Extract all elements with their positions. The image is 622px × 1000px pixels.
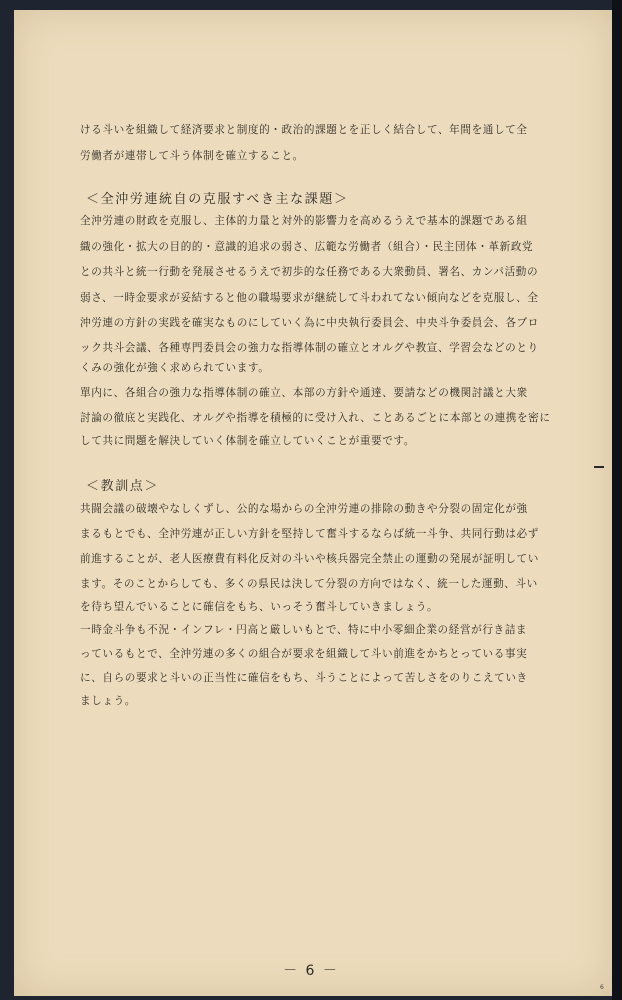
text-line: 労働者が連帯して斗う体制を確立すること。 <box>80 150 304 162</box>
text-line: くみの強化が強く求められています。 <box>80 362 270 374</box>
text-line: 前進することが、老人医療費有料化反対の斗いや核兵器完全禁止の運動の発展が証明してい <box>80 553 539 565</box>
text-line: ック共斗会議、各種専門委員会の強力な指導体制の確立とオルグや教宣、学習会などのとり <box>80 342 539 354</box>
text-line: っているもとで、全沖労連の多くの組合が要求を組織して斗い前進をかちとっている事実 <box>80 648 528 660</box>
text-line: 弱さ、一時金要求が妥結すると他の職場要求が継続して斗われてない傾向などを克服し、全 <box>80 292 539 304</box>
text-line: 一時金斗争も不況・インフレ・円高と厳しいもとで、特に中小零細企業の経営が行き詰ま <box>80 624 528 636</box>
text-line: 單内に、各組合の強力な指導体制の確立、本部の方針や通達、要請などの機関討議と大衆 <box>80 387 528 399</box>
text-line: ける斗いを組織して経済要求と制度的・政治的課題とを正しく結合して、年間を通して全 <box>80 124 528 136</box>
text-line: 共闘会議の破壊やなしくずし、公的な場からの全沖労連の排除の動きや分裂の固定化が強 <box>80 503 528 515</box>
text-line: との共斗と統一行動を発展させるうえで初歩的な任務である大衆動員、署名、カンパ活動の <box>80 266 539 278</box>
text-line: 織の強化・拡大の目的的・意識的追求の弱さ、広範な労働者（組合）・民主団体・革新政党 <box>80 241 534 253</box>
section-heading: ＜全沖労連統自の克服すべき主な課題＞ <box>86 192 349 207</box>
margin-tick-mark <box>594 466 604 468</box>
text-line: 討論の徹底と実践化、オルグや指導を積極的に受け入れ、ことあるごとに本部との連携を密に <box>80 412 551 424</box>
text-line: 沖労連の方針の実践を確実なものにしていく為に中央執行委員会、中央斗争委員会、各ブロ <box>80 317 539 329</box>
text-line: して共に問題を解決していく体制を確立していくことが重要です。 <box>80 435 415 447</box>
text-line: まるもとでも、全沖労連が正しい方針を堅持して奮斗するならば統一斗争、共同行動は必ず <box>80 528 539 540</box>
corner-mark: 6 <box>600 984 604 991</box>
text-line: を待ち望んでいることに確信をもち、いっそう奮斗していきましょう。 <box>80 601 439 613</box>
page-number: － 6 － <box>283 963 339 979</box>
section-heading: ＜教訓点＞ <box>86 479 160 494</box>
text-line: 全沖労連の財政を克服し、主体的力量と対外的影響力を高めるうえで基本的課題である組 <box>80 215 528 227</box>
text-line: に、自らの要求と斗いの正当性に確信をもち、斗うことによって苦しさをのりこえていき <box>80 672 528 684</box>
text-line: ます。そのことからしても、多くの県民は決して分裂の方向ではなく、統一した運動、斗い <box>80 578 538 590</box>
scanner-edge <box>612 0 622 1000</box>
text-line: ましょう。 <box>80 695 136 707</box>
